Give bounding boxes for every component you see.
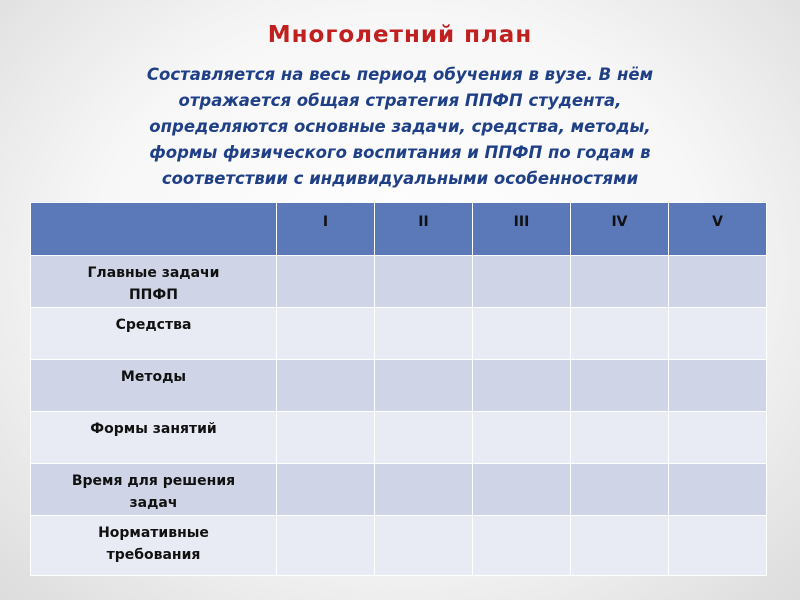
row-label-cell xyxy=(31,464,277,516)
table-cell xyxy=(375,412,473,464)
table-row xyxy=(31,360,767,412)
table-row xyxy=(31,308,767,360)
table-cell xyxy=(571,516,669,576)
table-cell xyxy=(375,256,473,308)
header-year-cell: IV xyxy=(571,203,669,256)
table-cell xyxy=(473,516,571,576)
row-label-line: Средства xyxy=(115,317,192,333)
row-label-cell xyxy=(31,360,277,412)
table-cell xyxy=(669,464,767,516)
table-cell xyxy=(669,256,767,308)
row-label-line: Формы занятий xyxy=(90,421,217,437)
table-row xyxy=(31,256,767,308)
table-cell xyxy=(571,308,669,360)
row-label-line: Главные задачи xyxy=(87,265,220,281)
table-cell xyxy=(473,308,571,360)
table-cell xyxy=(669,360,767,412)
table-row xyxy=(31,464,767,516)
table-cell xyxy=(375,360,473,412)
row-label-line: Нормативные xyxy=(98,525,209,541)
table-cell xyxy=(669,308,767,360)
table-cell xyxy=(277,360,375,412)
table-cell xyxy=(277,256,375,308)
table-row xyxy=(31,516,767,576)
description-line: формы физического воспитания и ППФП по годам в xyxy=(149,143,651,162)
table-cell xyxy=(571,412,669,464)
table-cell xyxy=(375,516,473,576)
table-cell xyxy=(277,464,375,516)
row-label-line: ППФП xyxy=(128,287,179,303)
table-cell xyxy=(571,360,669,412)
plan-table xyxy=(30,202,767,576)
header-year-cell: III xyxy=(473,203,571,256)
table-cell xyxy=(375,308,473,360)
table-cell xyxy=(669,516,767,576)
page-title: Многолетний план xyxy=(267,22,533,48)
row-label-line: Методы xyxy=(120,369,187,385)
description-line: определяются основные задачи, средства, методы, xyxy=(149,117,651,136)
description-text xyxy=(60,62,740,192)
row-label-cell xyxy=(31,308,277,360)
table-cell xyxy=(277,516,375,576)
table-cell xyxy=(473,412,571,464)
header-year-cell: V xyxy=(669,203,767,256)
table-cell xyxy=(473,256,571,308)
description-line: Составляется на весь период обучения в вузе. В нём xyxy=(146,65,654,84)
row-label-line: Время для решения xyxy=(71,473,236,489)
description-line: соответствии с индивидуальными особенностями xyxy=(161,169,639,188)
description-line: отражается общая стратегия ППФП студента, xyxy=(178,91,622,110)
table-header-row xyxy=(31,203,767,256)
row-label-cell xyxy=(31,412,277,464)
row-label-cell xyxy=(31,256,277,308)
table-cell xyxy=(669,412,767,464)
table-cell xyxy=(473,464,571,516)
table-cell xyxy=(277,308,375,360)
table-cell xyxy=(473,360,571,412)
row-label-line: требования xyxy=(106,547,201,563)
header-year-cell: II xyxy=(375,203,473,256)
table-cell xyxy=(571,464,669,516)
table-row xyxy=(31,412,767,464)
table-cell xyxy=(571,256,669,308)
header-corner-cell xyxy=(31,203,277,256)
row-label-line: задач xyxy=(129,495,178,511)
table-cell xyxy=(277,412,375,464)
header-year-cell: I xyxy=(277,203,375,256)
row-label-cell xyxy=(31,516,277,576)
table-cell xyxy=(375,464,473,516)
